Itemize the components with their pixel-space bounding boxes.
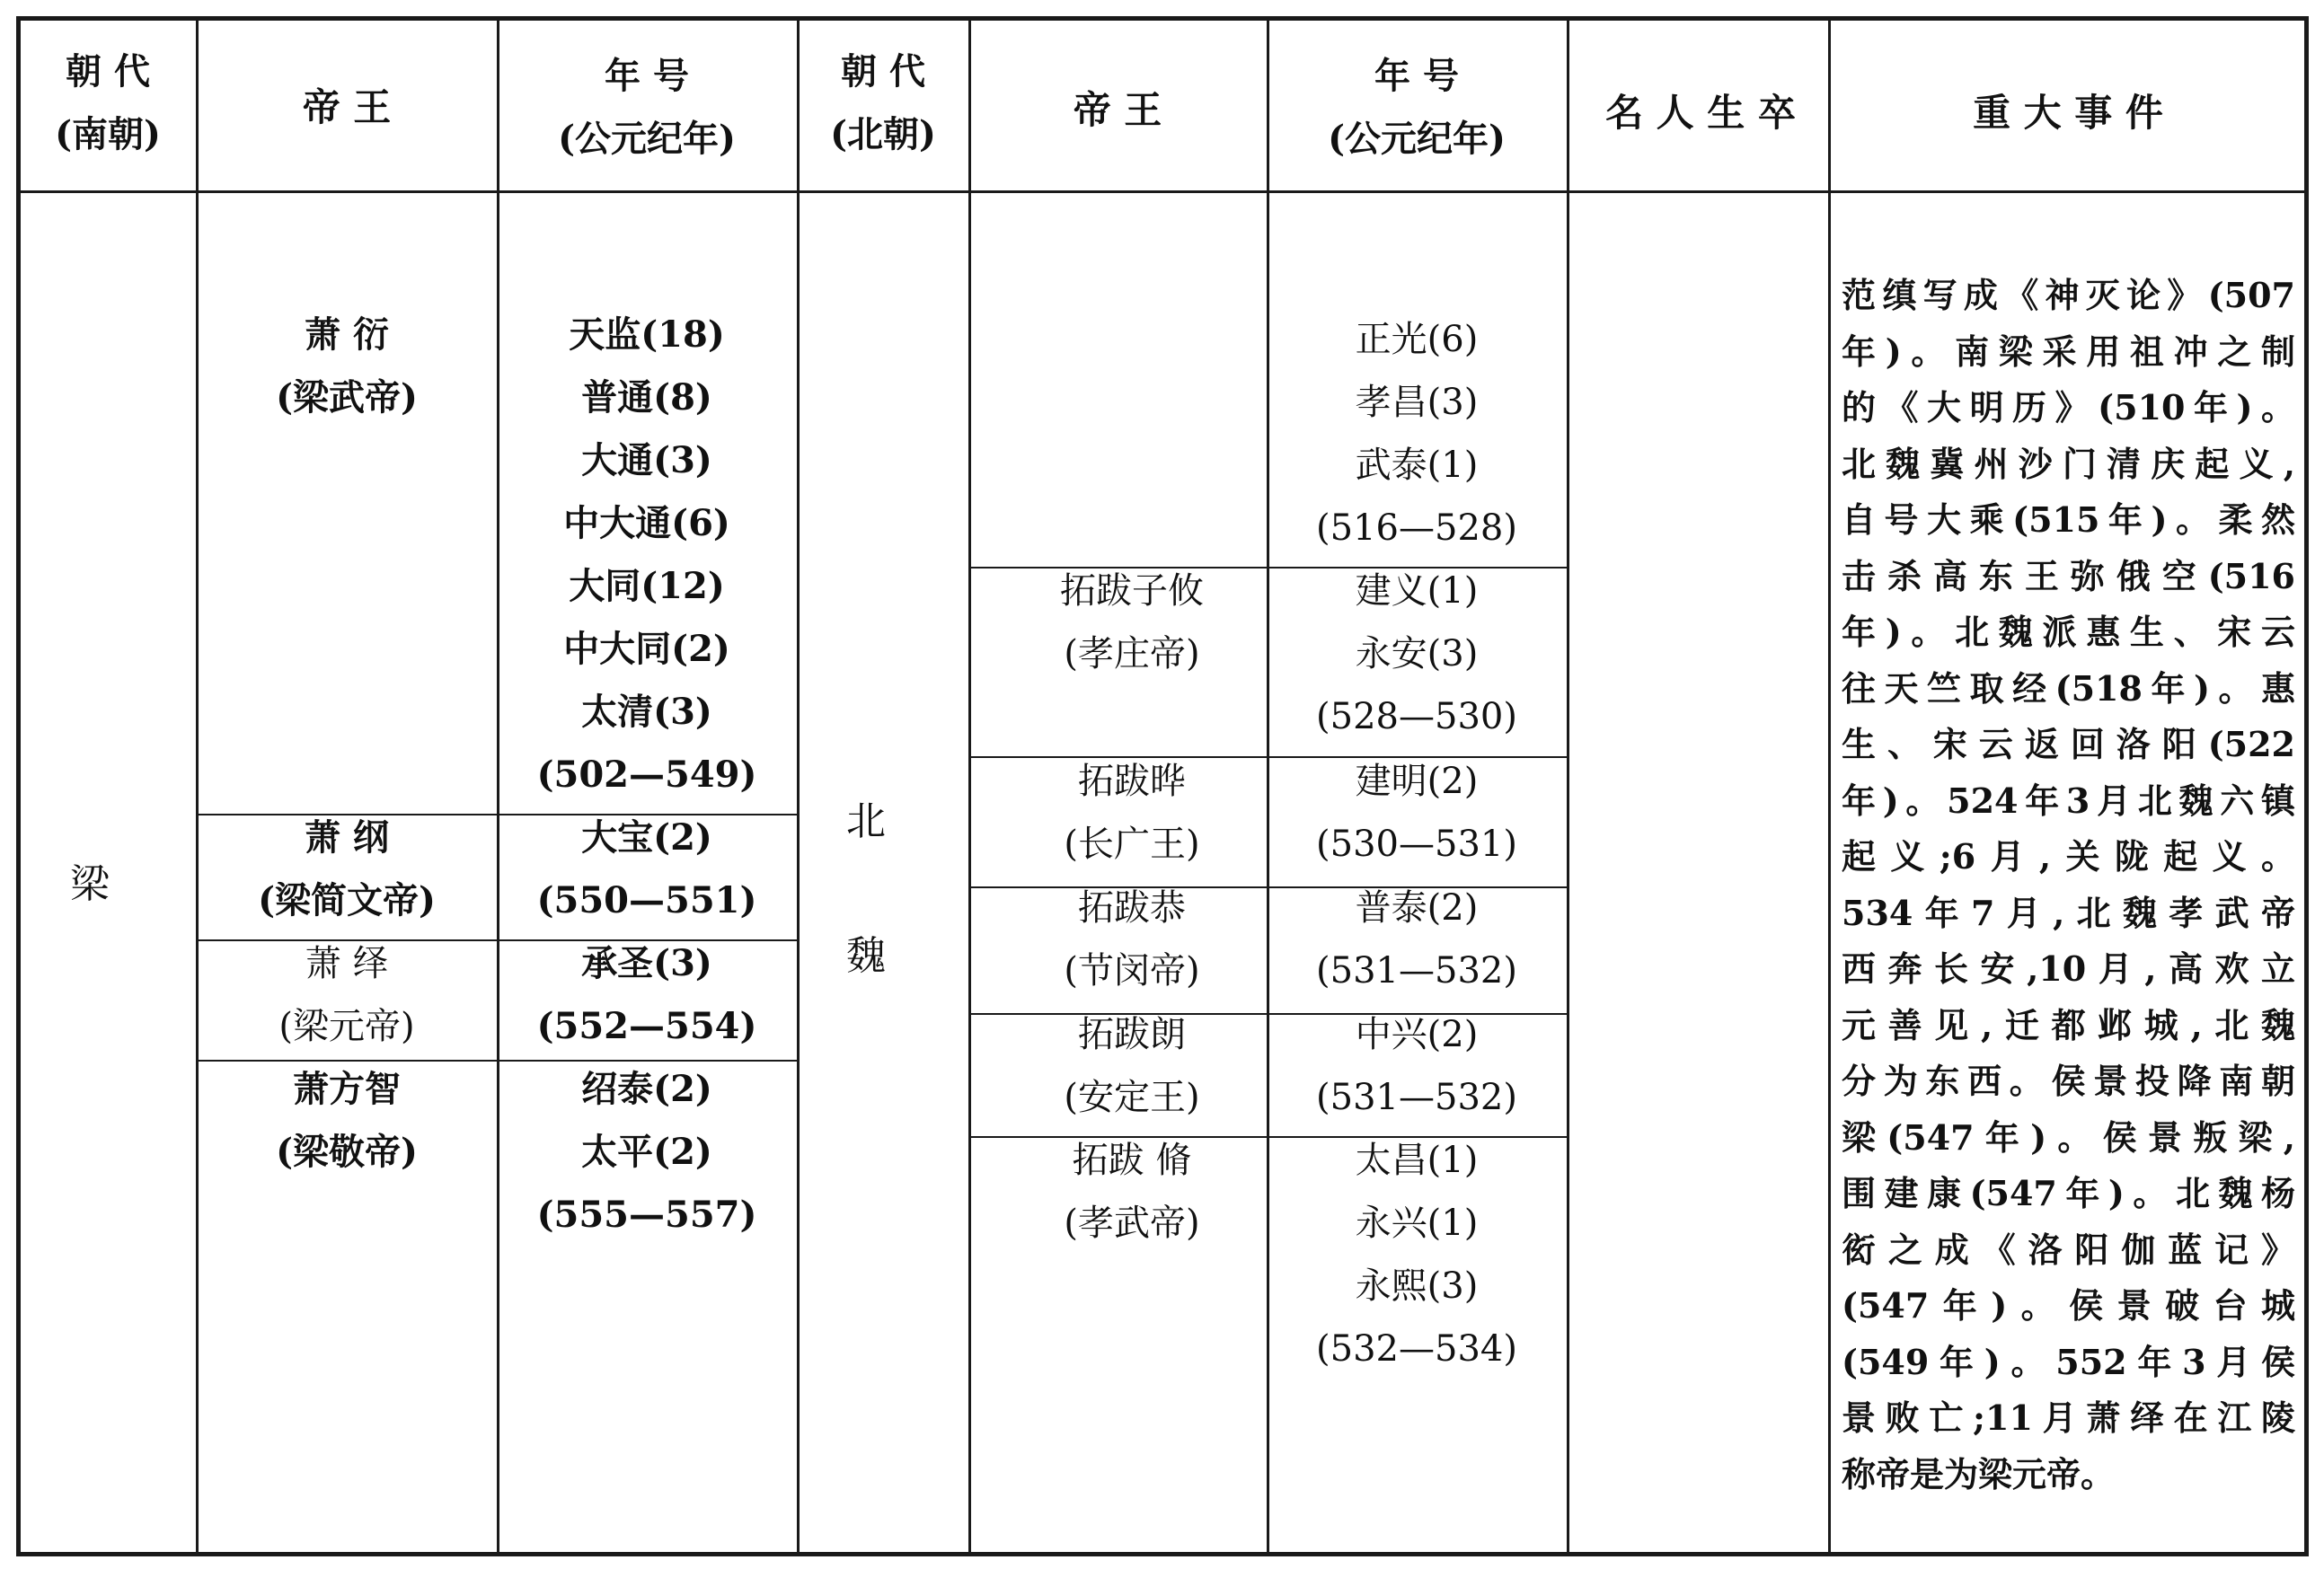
- south-eras-xiao-fangzhi: 绍泰(2) 太平(2) (555—557): [536, 1068, 757, 1236]
- border-bottom: [16, 1552, 2309, 1556]
- header-era-north: 年 号 (公元纪年): [1328, 55, 1506, 160]
- south-emperor-xiao-gang: 萧 纲 (梁简文帝): [258, 816, 436, 921]
- col-divider: [968, 16, 971, 1556]
- header-dynasty-south: 朝 代 (南朝): [55, 50, 161, 155]
- col-divider: [1567, 16, 1569, 1556]
- col-divider: [196, 16, 199, 1556]
- border-top: [16, 16, 2309, 21]
- south-eras-xiao-gang: 大宝(2) (550—551): [536, 816, 757, 921]
- north-eras-tuoba-ziyou: 建义(1) 永安(3) (528—530): [1316, 570, 1517, 737]
- north-emperor-tuoba-ziyou: 拓跋子攸 (孝庄帝): [1060, 570, 1204, 674]
- south-emperor-xiao-fangzhi: 萧方智 (梁敬帝): [276, 1068, 418, 1173]
- major-events-text: 范缜写成《神灭论》(507 年)。南梁采用祖冲之制 的《大明历》(510年)。 北魏冀州沙门清庆起义, 自号大乘(515年)。柔然 击杀高东王弥俄空(516 年)。北魏派惠生、宋云 往天竺取经(518年)。惠 生、宋云返回洛阳(522 年)。524年3月北魏六镇 起义;6月,关陇起义。 534年7月,北魏孝武帝 西奔长安,10月,高欢立 元善见,迁都邺城,北魏 分为东西。侯景投降南朝 梁(547年)。侯景叛梁, 围建康(547年)。北魏杨 衒之成《洛阳伽蓝记》 (547年)。侯景破台城 (549年)。552年3月侯 景败亡;11月萧绎在江陵 称帝是为梁元帝。: [1842, 275, 2295, 1494]
- col-divider: [1828, 16, 1831, 1556]
- north-dynasty-char-2: 魏: [846, 933, 886, 979]
- north-emperor-tuoba-xiu: 拓跋 脩 (孝武帝): [1064, 1140, 1200, 1244]
- north-dynasty-char-1: 北: [846, 798, 886, 844]
- border-left: [16, 16, 21, 1556]
- north-eras-pre: 正光(6) 孝昌(3) 武泰(1) (516—528): [1316, 319, 1517, 549]
- south-dynasty-name: 梁: [70, 861, 110, 907]
- north-eras-tuoba-ye: 建明(2) (530—531): [1316, 761, 1517, 865]
- header-era-south: 年 号 (公元纪年): [558, 55, 736, 160]
- col-divider: [797, 16, 800, 1556]
- north-eras-tuoba-gong: 普泰(2) (531—532): [1316, 887, 1517, 992]
- header-dynasty-north: 朝 代 (北朝): [830, 50, 936, 155]
- south-eras-xiao-yan: 天监(18) 普通(8) 大通(3) 中大通(6) 大同(12) 中大同(2) 太清(3) (502—549): [536, 313, 757, 796]
- north-eras-tuoba-xiu: 太昌(1) 永兴(1) 永熙(3) (532—534): [1316, 1140, 1517, 1370]
- north-emperor-tuoba-ye: 拓跋晔 (长广王): [1064, 761, 1200, 865]
- header-separator: [16, 190, 2309, 193]
- header-famous-people: 名 人 生 卒: [1605, 91, 1796, 135]
- header-emperor-south: 帝 王: [302, 85, 392, 129]
- south-emperor-xiao-yi: 萧 绎 (梁元帝): [278, 943, 415, 1047]
- north-emperor-tuoba-gong: 拓跋恭 (节闵帝): [1064, 887, 1200, 992]
- south-eras-xiao-yi: 承圣(3) (552—554): [536, 942, 757, 1047]
- north-eras-tuoba-lang: 中兴(2) (531—532): [1316, 1014, 1517, 1118]
- header-emperor-north: 帝 王: [1073, 88, 1162, 132]
- south-emperor-xiao-yan: 萧 衍 (梁武帝): [276, 313, 418, 419]
- header-major-events: 重 大 事 件: [1973, 91, 2163, 135]
- border-right: [2304, 16, 2309, 1556]
- north-emperor-tuoba-lang: 拓跋朗 (安定王): [1064, 1014, 1200, 1118]
- col-divider: [497, 16, 499, 1556]
- col-divider: [1267, 16, 1269, 1556]
